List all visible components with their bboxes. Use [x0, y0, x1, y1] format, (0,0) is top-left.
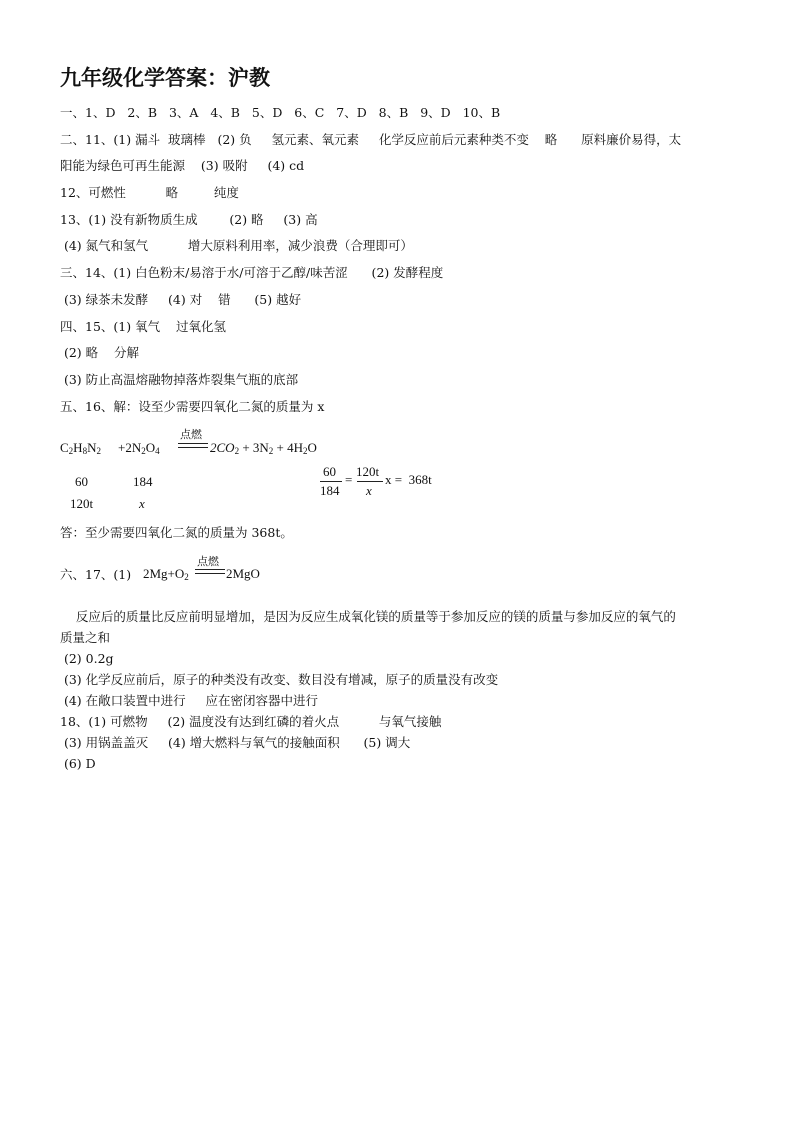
- equation-q17-reactants: $2Mg+O_2$: [143, 566, 189, 582]
- answer-line-q17-3: (3) 化学反应前后，原子的种类没有改变、数目没有增减，原子的质量没有改变: [60, 672, 499, 687]
- answer-line-q14: 三、14、(1) 白色粉末/易溶于水/可溶于乙醇/味苦涩 (2) 发酵程度: [60, 265, 444, 280]
- answer-line-q17-label: 六、17、(1): [60, 567, 132, 582]
- answer-line-q11: 二、11、(1) 漏斗 玻璃棒 (2) 负 氢元素、氧元素 化学反应前后元素种类不变 略 原料廉价易得，太: [60, 132, 682, 147]
- equation-q16-reactant-1: $C_2H_8N_2$: [60, 440, 101, 456]
- answer-line-q12: 12、可燃性 略 纯度: [60, 185, 239, 200]
- equation-q16-mass-1: 60: [75, 474, 88, 489]
- equation-q16-condition: 点燃: [180, 428, 202, 441]
- answer-line-section-1: 一、1、D 2、B 3、A 4、B 5、D 6、C 7、D 8、B 9、D 10、B: [60, 105, 501, 120]
- proportion-bar-1: [320, 481, 342, 482]
- answer-line-q18-6: (6) D: [60, 756, 96, 771]
- proportion-numerator-1: 60: [323, 464, 336, 479]
- answer-line-q13: 13、(1) 没有新物质生成 (2) 略 (3) 高: [60, 212, 318, 227]
- proportion-result: x = 368t: [385, 472, 432, 487]
- answer-line-q15-2: (2) 略 分解: [60, 345, 140, 360]
- equation-q17-product: 2MgO: [226, 566, 260, 581]
- answer-line-q14-3: (3) 绿茶未发酵 (4) 对 错 (5) 越好: [60, 292, 302, 307]
- equation-q16-products: $2CO_2 + 3N_2 + 4H_2O$: [210, 440, 317, 456]
- answer-line-q18-3: (3) 用锅盖盖灭 (4) 增大燃料与氧气的接触面积 (5) 调大: [60, 735, 411, 750]
- equation-q16-actual-2: x: [139, 496, 145, 511]
- equation-q16-actual-1: 120t: [70, 496, 94, 511]
- answer-line-q16: 五、16、解：设至少需要四氧化二氮的质量为 x: [60, 399, 325, 414]
- equation-q17-condition: 点燃: [197, 555, 219, 568]
- equation-q16-mass-2: 184: [133, 474, 153, 489]
- answer-line-q17-explanation-cont: 质量之和: [60, 630, 111, 645]
- proportion-bar-2: [357, 481, 383, 482]
- answer-line-q17-2: (2) 0.2g: [60, 651, 114, 666]
- proportion-denominator-1: 184: [320, 483, 340, 498]
- page-title: 九年级化学答案：沪教: [60, 66, 270, 90]
- answer-line-q13-4: (4) 氮气和氢气 增大原料利用率，减少浪费（合理即可）: [60, 238, 413, 253]
- proportion-numerator-2: 120t: [356, 464, 380, 479]
- proportion-denominator-2: x: [366, 483, 372, 498]
- answer-line-q11-cont: 阳能为绿色可再生能源 (3) 吸附 (4) cd: [60, 158, 305, 173]
- answer-line-q18: 18、(1) 可燃物 (2) 温度没有达到红磷的着火点 与氧气接触: [60, 714, 442, 729]
- proportion-equals: =: [345, 472, 353, 487]
- answer-line-q17-4: (4) 在敞口装置中进行 应在密闭容器中进行: [60, 693, 319, 708]
- answer-line-q15: 四、15、(1) 氧气 过氧化氢: [60, 319, 226, 334]
- equation-q17-arrow: [195, 569, 225, 574]
- answer-line-q17-explanation: 反应后的质量比反应前明显增加，是因为反应生成氧化镁的质量等于参加反应的镁的质量与参加反应的氧气的: [60, 609, 676, 624]
- answer-line-q16-conclusion: 答：至少需要四氧化二氮的质量为 368t。: [60, 525, 293, 540]
- equation-q16-reactant-2: $+2N_2O_4$: [118, 440, 160, 456]
- equation-q16-arrow: [178, 443, 208, 448]
- answer-line-q15-3: (3) 防止高温熔融物掉落炸裂集气瓶的底部: [60, 372, 299, 387]
